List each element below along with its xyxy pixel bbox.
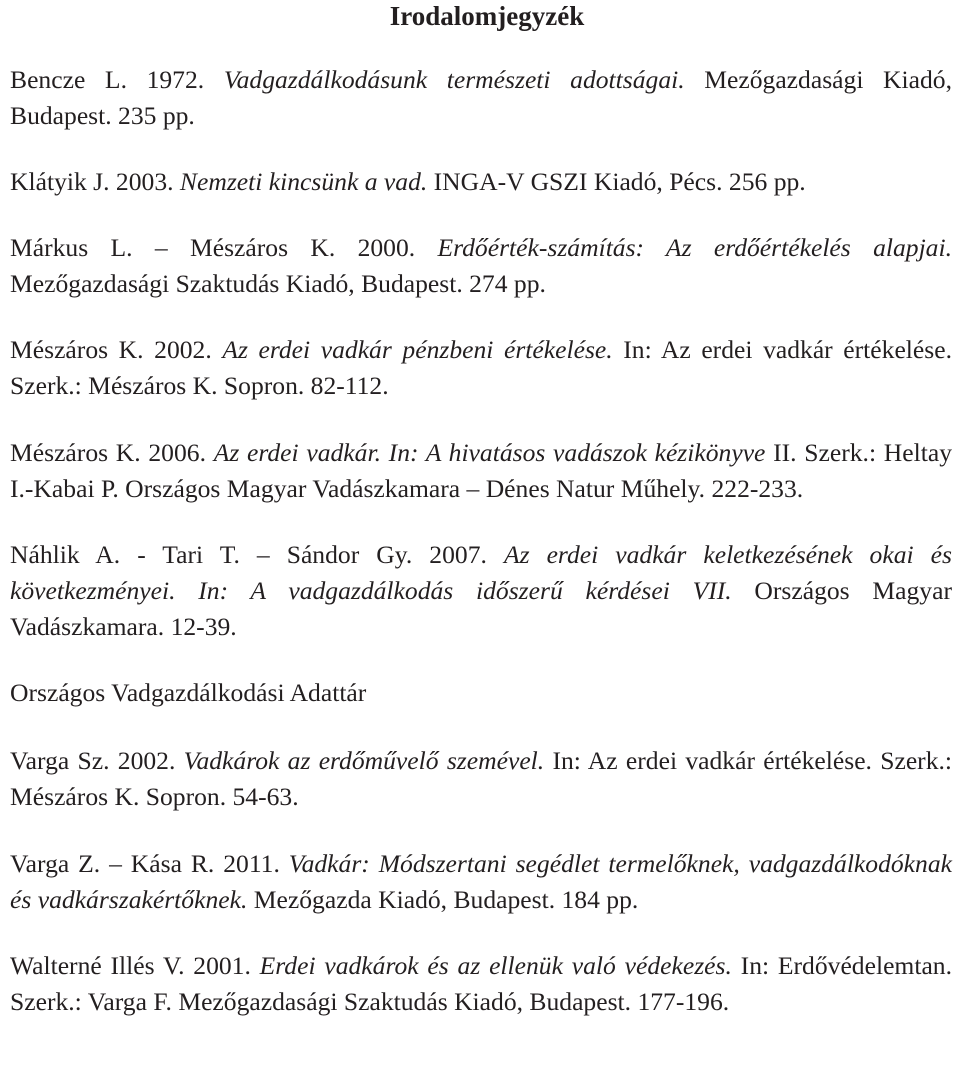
bibliography-entry xyxy=(10,230,952,302)
document-page xyxy=(10,0,952,1050)
entry-title: Erdőérték-számítás: Az erdőértékelés alapjai. xyxy=(437,233,952,262)
entry-author-year: Mészáros K. 2006. xyxy=(10,438,214,467)
bibliography-entry xyxy=(10,164,952,200)
bibliography-entry xyxy=(10,675,952,711)
bibliography-entry xyxy=(10,332,952,404)
page-title: Irodalomjegyzék xyxy=(389,1,585,31)
bibliography-entry xyxy=(10,948,952,1020)
entry-publication: In: Az erdei vadkár értékelése. Szerk.: Mészáros K. Sopron. 54-63. xyxy=(10,746,953,811)
entry-publication: Mezőgazdasági Kiadó, Budapest. 235 pp. xyxy=(10,65,952,130)
entry-publication: In: Az erdei vadkár értékelése. Szerk.: Mészáros K. Sopron. 82-112. xyxy=(10,335,952,400)
entry-title: Vadkárok az erdőművelő szemével. xyxy=(183,746,545,775)
entry-author-year: Varga Sz. 2002. xyxy=(10,746,184,775)
bibliography-entry xyxy=(10,743,952,815)
bibliography-entry xyxy=(10,846,952,918)
bibliography-list xyxy=(10,62,952,1020)
entry-author-year: Márkus L. – Mészáros K. 2000. xyxy=(10,233,438,262)
entry-title: Vadgazdálkodásunk természeti adottságai. xyxy=(223,65,685,94)
entry-publication: INGA-V GSZI Kiadó, Pécs. 256 pp. xyxy=(427,167,806,196)
entry-title: Az erdei vadkár. In: A hivatásos vadászok kézikönyve xyxy=(213,438,766,467)
entry-author-year: Országos Vadgazdálkodási Adattár xyxy=(10,678,367,707)
entry-publication: II. Szerk.: Heltay I.-Kabai P. Országos Magyar Vadászkamara – Dénes Natur Műhely. 222-233. xyxy=(10,438,952,503)
entry-author-year: Walterné Illés V. 2001. xyxy=(10,951,260,980)
entry-title: Az erdei vadkár keletkezésének okai és következményei. In: A vadgazdálkodás időszerű kérdései VII. xyxy=(10,540,952,605)
entry-title: Az erdei vadkár pénzbeni értékelése. xyxy=(222,335,613,364)
entry-author-year: Klátyik J. 2003. xyxy=(10,167,180,196)
entry-title: Nemzeti kincsünk a vad. xyxy=(179,167,428,196)
entry-publication: Mezőgazdasági Szaktudás Kiadó, Budapest. 274 pp. xyxy=(10,269,546,298)
entry-author-year: Náhlik A. - Tari T. – Sándor Gy. 2007. xyxy=(10,540,504,569)
entry-title: Vadkár: Módszertani segédlet termelőknek, vadgazdálkodóknak és vadkárszakértőknek. xyxy=(10,849,952,914)
entry-author-year: Mészáros K. 2002. xyxy=(10,335,223,364)
bibliography-entry xyxy=(10,537,952,645)
entry-author-year: Varga Z. – Kása R. 2011. xyxy=(10,849,289,878)
entry-publication: Mezőgazda Kiadó, Budapest. 184 pp. xyxy=(247,885,639,914)
entry-author-year: Bencze L. 1972. xyxy=(10,65,224,94)
entry-publication: Országos Magyar Vadászkamara. 12-39. xyxy=(10,576,952,641)
entry-publication: In: Erdővédelemtan. Szerk.: Varga F. Mezőgazdasági Szaktudás Kiadó, Budapest. 177-196. xyxy=(10,951,953,1016)
entry-title: Erdei vadkárok és az ellenük való védekezés. xyxy=(259,951,732,980)
bibliography-entry xyxy=(10,62,952,134)
bibliography-entry xyxy=(10,435,952,507)
